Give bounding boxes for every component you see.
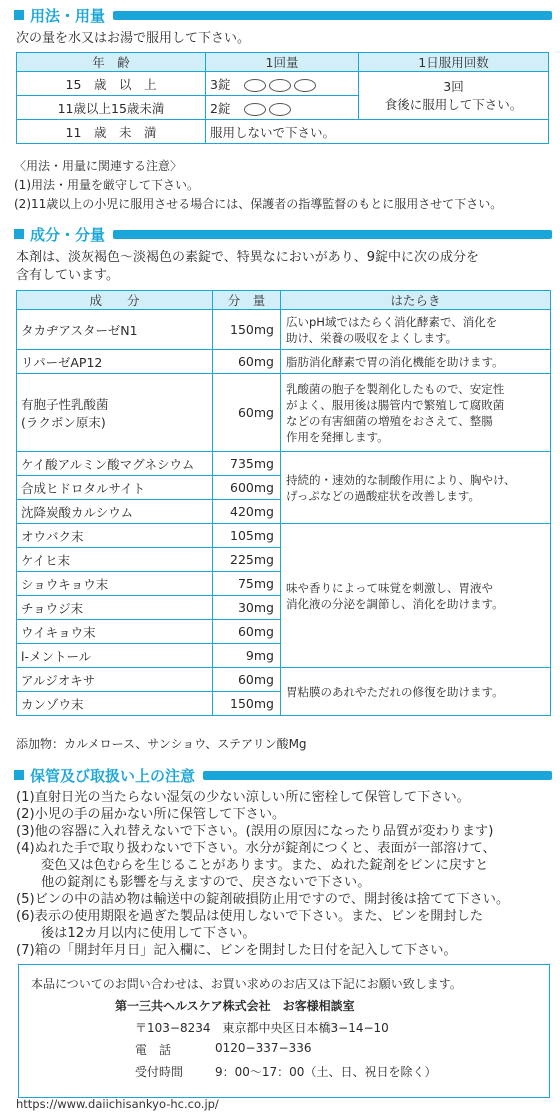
ingredient-amount: 225mg — [213, 548, 281, 572]
section-bar — [113, 230, 552, 239]
dose-text: 2錠 — [210, 100, 231, 116]
contact-hours-label: 受付時間 — [135, 1065, 184, 1079]
storage-item-continuation: 他の錠剤にも影響を与えますので、戻さないで下さい。 — [41, 875, 371, 890]
tablet-icon — [244, 79, 266, 92]
ingredient-name: チョウジ末 — [17, 596, 213, 620]
storage-item-continuation: 後は12カ月以内に使用して下さい。 — [41, 926, 256, 941]
ingredient-name: ケイヒ末 — [17, 548, 213, 572]
age-cell: 11歳以上15歳未満 — [17, 96, 206, 120]
action-line: などの有害細菌の増殖をおさえて、整腸 — [286, 413, 493, 428]
ingredient-amount: 60mg — [213, 620, 281, 644]
ingredient-action — [281, 310, 551, 350]
section-marker-icon — [14, 229, 24, 239]
times-cell — [359, 72, 549, 120]
ingredient-name: リパーゼAP12 — [17, 350, 213, 374]
dosage-table — [16, 52, 549, 144]
ingredients-intro-line: 本剤は、淡灰褐色～淡褐色の素錠で、特異なにおいがあり、9錠中に次の成分を — [16, 250, 480, 265]
storage-item: (7)箱の「開封年月日」記入欄に、ビンを開封した日付を記入して下さい。 — [16, 943, 457, 958]
tablet-icon — [244, 103, 266, 116]
dosage-intro: 次の量を水又はお湯で服用して下さい。 — [16, 31, 251, 46]
ingredient-amount: 105mg — [213, 524, 281, 548]
ingredient-name-line: (ラクボン原末) — [21, 414, 106, 430]
ingredient-amount: 9mg — [213, 644, 281, 668]
ingredient-amount: 150mg — [213, 310, 281, 350]
section-bar — [113, 11, 552, 20]
ingredient-name: カンゾウ末 — [17, 692, 213, 716]
action-line: がよく、服用後は腸管内で繁殖して腐敗菌 — [286, 397, 505, 412]
action-line: 助け、栄養の吸収をよくします。 — [286, 330, 458, 345]
action-line: 作用を発揮します。 — [286, 429, 389, 444]
storage-item-continuation: 変色又は色むらを生じることがあります。また、ぬれた錠剤をビンに戻すと — [41, 858, 489, 873]
ingredient-action — [281, 524, 551, 668]
ingredient-name — [17, 374, 213, 452]
contact-phone: 0120−337−336 — [215, 1041, 312, 1055]
ingredient-name: 合成ヒドロタルサイト — [17, 476, 213, 500]
table-row — [17, 350, 551, 374]
ingredients-heading: 成分・分量 — [30, 225, 106, 244]
contact-address: 〒103−8234 東京都中央区日本橋3−14−10 — [135, 1021, 389, 1035]
dose-text: 3錠 — [210, 76, 231, 92]
age-cell: 15 歳 以 上 — [17, 72, 206, 96]
ingredient-action — [281, 452, 551, 524]
storage-item: (4)ぬれた手で取り扱わないで下さい。水分が錠剤につくと、表面が一部溶けて、 — [16, 841, 496, 856]
ingredient-name: 沈降炭酸カルシウム — [17, 500, 213, 524]
action-line: 胃粘膜のあれやただれの修復を助けます。 — [286, 684, 504, 699]
website-url[interactable]: https://www.daiichisankyo-hc.co.jp/ — [16, 1097, 219, 1111]
times-count: 3回 — [443, 78, 464, 94]
action-line: 広いpH域ではたらく消化酵素で、消化を — [286, 314, 498, 329]
action-line: 脂肪消化酵素で胃の消化機能を助けます。 — [286, 354, 504, 369]
table-row — [17, 72, 549, 96]
storage-item: (1)直射日光の当たらない湿気の少ない涼しい所に密栓して保管して下さい。 — [16, 790, 470, 805]
ingredient-amount: 150mg — [213, 692, 281, 716]
action-line: 乳酸菌の胞子を製剤化したもので、安定性 — [286, 381, 505, 396]
ingredient-name: ケイ酸アルミン酸マグネシウム — [17, 452, 213, 476]
ingredient-amount: 75mg — [213, 572, 281, 596]
dosage-note: (2)11歳以上の小児に服用させる場合には、保護者の指導監督のもとに服用させて下さい。 — [14, 197, 503, 211]
action-line: げっぷなどの過酸症状を改善します。 — [286, 488, 481, 503]
ingredient-name: l-メントール — [17, 644, 213, 668]
ingredient-amount: 735mg — [213, 452, 281, 476]
action-line: 味や香りによって味覚を刺激し、胃液や — [286, 580, 493, 595]
ingredients-header-action: はたらき — [281, 291, 551, 310]
section-bar — [203, 771, 552, 780]
storage-item: (2)小児の手の届かない所に保管して下さい。 — [16, 807, 286, 822]
ingredient-name: タカヂアスターゼN1 — [17, 310, 213, 350]
ingredient-amount: 60mg — [213, 374, 281, 452]
dosage-heading: 用法・用量 — [30, 6, 106, 25]
table-row — [17, 452, 551, 476]
action-line: 消化液の分泌を調節し、消化を助けます。 — [286, 596, 504, 611]
dose-cell — [206, 96, 359, 120]
dose-cell: 服用しないで下さい。 — [206, 120, 549, 144]
dosage-notes-title: 〈用法・用量に関連する注意〉 — [14, 159, 183, 173]
action-line: 持続的・速効的な制酸作用により、胸やけ、 — [286, 472, 516, 487]
table-row — [17, 310, 551, 350]
storage-item: (5)ビンの中の詰め物は輸送中の錠剤破損防止用ですので、開封後は捨てて下さい。 — [16, 892, 510, 907]
ingredient-action — [281, 374, 551, 452]
tablet-icon — [269, 79, 291, 92]
ingredient-amount: 60mg — [213, 668, 281, 692]
ingredients-intro-line: 含有しています。 — [16, 268, 119, 283]
additives-text: 添加物：カルメロース、サンショウ、ステアリン酸Mg — [16, 737, 307, 751]
ingredients-header-amount: 分 量 — [213, 291, 281, 310]
ingredient-name: ショウキョウ末 — [17, 572, 213, 596]
table-row — [17, 524, 551, 548]
ingredient-amount: 420mg — [213, 500, 281, 524]
age-cell: 11 歳 未 満 — [17, 120, 206, 144]
storage-heading: 保管及び取扱い上の注意 — [30, 766, 196, 785]
contact-intro: 本品についてのお問い合わせは、お買い求めのお店又は下記にお願い致します。 — [31, 977, 462, 991]
ingredient-name-line: 有胞子性乳酸菌 — [21, 396, 109, 412]
dosage-header-dose: 1回量 — [206, 53, 359, 72]
ingredients-section-header — [14, 225, 552, 243]
tablet-icons — [244, 103, 291, 116]
contact-box — [18, 964, 550, 1098]
section-marker-icon — [14, 10, 24, 20]
ingredients-header-name: 成 分 — [17, 291, 213, 310]
tablet-icon — [269, 103, 291, 116]
ingredient-name: アルジオキサ — [17, 668, 213, 692]
storage-list — [16, 789, 548, 959]
contact-company: 第一三共ヘルスケア株式会社 お客様相談室 — [115, 999, 355, 1013]
table-row — [17, 374, 551, 452]
storage-item: (3)他の容器に入れ替えないで下さい。(誤用の原因になったり品質が変わります) — [16, 824, 494, 839]
ingredient-name: ウイキョウ末 — [17, 620, 213, 644]
tablet-icon — [294, 79, 316, 92]
ingredient-action — [281, 350, 551, 374]
table-row — [17, 668, 551, 692]
dose-cell — [206, 72, 359, 96]
ingredient-amount: 60mg — [213, 350, 281, 374]
ingredient-name: オウバク末 — [17, 524, 213, 548]
contact-phone-label: 電 話 — [135, 1043, 172, 1057]
table-row — [17, 120, 549, 144]
storage-item: (6)表示の使用期限を過ぎた製品は使用しないで下さい。また、ビンを開封した — [16, 909, 484, 924]
dosage-header-times: 1日服用回数 — [359, 53, 549, 72]
ingredient-amount: 600mg — [213, 476, 281, 500]
tablet-icons — [244, 79, 316, 92]
storage-section-header — [14, 766, 552, 784]
ingredient-action — [281, 668, 551, 716]
dosage-header-age: 年 齢 — [17, 53, 206, 72]
dosage-section-header — [14, 6, 552, 24]
ingredient-amount: 30mg — [213, 596, 281, 620]
contact-hours: 9：00～17：00（土、日、祝日を除く） — [215, 1065, 437, 1079]
section-marker-icon — [14, 770, 24, 780]
dosage-note: (1)用法・用量を厳守して下さい。 — [14, 178, 199, 192]
times-note: 食後に服用して下さい。 — [384, 96, 523, 112]
ingredients-table — [16, 290, 551, 716]
